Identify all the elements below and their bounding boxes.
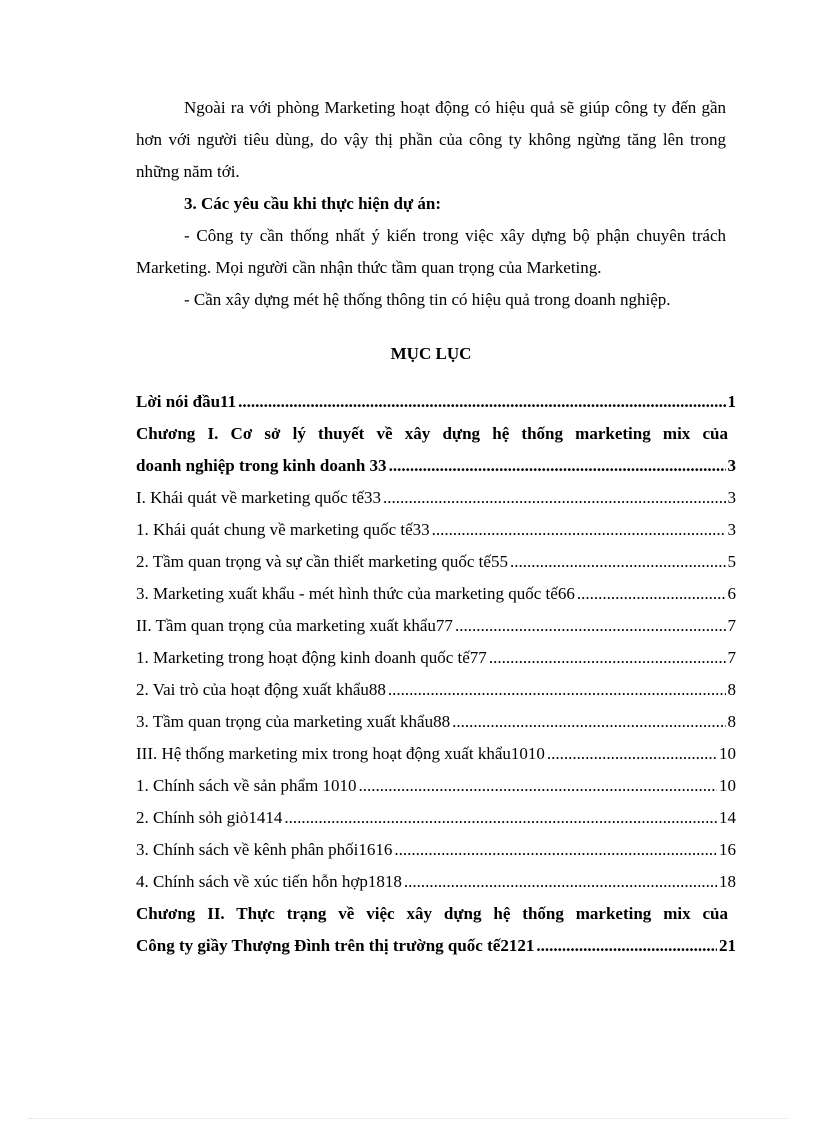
toc-entry[interactable] — [136, 418, 736, 482]
toc-page-number: 6 — [727, 584, 736, 603]
toc-entry-text: 2. Vai trò của hoạt động xuất khẩu88 — [136, 680, 386, 699]
toc-page-number: 3 — [727, 488, 736, 507]
toc-leader — [536, 930, 717, 962]
paragraph-requirement-2: - Cần xây dựng mét hệ thống thông tin có hiệu quả trong doanh nghiệp. — [184, 290, 671, 309]
toc-page-number: 8 — [727, 680, 736, 699]
toc-leader — [238, 386, 725, 418]
toc-leader — [455, 610, 726, 642]
toc-leader — [389, 450, 726, 482]
toc-leader — [383, 482, 725, 514]
toc-entry-text-line1: Chương II. Thực trạng về việc xây dựng hệ thống marketing mix của — [136, 904, 728, 923]
toc-entry[interactable] — [136, 834, 736, 866]
toc-title: MỤC LỤC — [390, 344, 472, 363]
toc-page-number: 1 — [727, 392, 736, 411]
toc-entry-text: 3. Chính sách về kênh phân phối1616 — [136, 840, 393, 859]
page-content — [136, 92, 736, 962]
paragraph-requirement-1: - Công ty cần thống nhất ý kiến trong việc xây dựng bộ phận chuyên trách Marketing. Mọi người cần nhận thức tầm quan trọng của Marketing. — [136, 226, 726, 277]
toc-entry[interactable] — [136, 386, 736, 418]
toc-entry[interactable] — [136, 706, 736, 738]
toc-page-number: 10 — [719, 744, 736, 763]
toc-entry-text: 1. Chính sách về sản phẩm 1010 — [136, 776, 357, 795]
toc-leader — [577, 578, 726, 610]
toc-entry-text: I. Khái quát về marketing quốc tế33 — [136, 488, 382, 507]
toc-leader — [388, 674, 726, 706]
toc-page-number: 7 — [727, 648, 736, 667]
toc-entry[interactable] — [136, 546, 736, 578]
toc-entry-text: doanh nghiệp trong kinh doanh 33 — [136, 456, 387, 475]
toc-page-number: 3 — [727, 520, 736, 539]
footer-divider — [28, 1118, 788, 1119]
toc-entry-text: II. Tầm quan trọng của marketing xuất khẩu77 — [136, 616, 453, 635]
toc-entry[interactable] — [136, 514, 736, 546]
toc-entry-text: 3. Marketing xuất khẩu - mét hình thức của marketing quốc tế66 — [136, 584, 575, 603]
toc-leader — [284, 802, 717, 834]
toc-entry[interactable] — [136, 770, 736, 802]
toc-entry[interactable] — [136, 578, 736, 610]
toc-leader — [547, 738, 717, 770]
toc-leader — [359, 770, 718, 802]
section-heading-requirements: 3. Các yêu cầu khi thực hiện dự án: — [184, 194, 442, 213]
toc-entry[interactable] — [136, 802, 736, 834]
toc-entry-text: Công ty giầy Thượng Đình trên thị trường quốc tế2121 — [136, 936, 535, 955]
toc-leader — [432, 514, 726, 546]
paragraph-marketing-benefit: Ngoài ra với phòng Marketing hoạt động có hiệu quả sẽ giúp công ty đến gần hơn với người tiêu dùng, do vậy thị phần của công ty không ngừng tăng lên trong những năm tới. — [136, 98, 726, 181]
toc-page-number: 5 — [727, 552, 736, 571]
toc-entry[interactable] — [136, 482, 736, 514]
toc-entry-text: 1. Marketing trong hoạt động kinh doanh quốc tế77 — [136, 648, 487, 667]
toc-entry-text: Lời nói đầu11 — [136, 392, 237, 411]
toc-leader — [489, 642, 726, 674]
toc-page-number: 18 — [719, 872, 736, 891]
toc-leader — [452, 706, 725, 738]
table-of-contents — [136, 386, 736, 962]
toc-entry-text-line1: Chương I. Cơ sở lý thuyết về xây dựng hệ thống marketing mix của — [136, 424, 728, 443]
toc-page-number: 10 — [719, 776, 736, 795]
toc-entry-text: 4. Chính sách về xúc tiến hỗn hợp1818 — [136, 872, 402, 891]
toc-entry[interactable] — [136, 610, 736, 642]
toc-entry-text: 3. Tầm quan trọng của marketing xuất khẩu88 — [136, 712, 451, 731]
toc-page-number: 14 — [719, 808, 736, 827]
toc-entry[interactable] — [136, 898, 736, 962]
toc-page-number: 21 — [719, 936, 736, 955]
toc-leader — [404, 866, 717, 898]
toc-entry[interactable] — [136, 674, 736, 706]
toc-leader — [394, 834, 717, 866]
toc-page-number: 3 — [727, 456, 736, 475]
toc-entry-text: 2. Tầm quan trọng và sự cần thiết marketing quốc tế55 — [136, 552, 508, 571]
toc-entry[interactable] — [136, 642, 736, 674]
toc-entry-text: 2. Chính sỏh giỏ1414 — [136, 808, 283, 827]
toc-entry[interactable] — [136, 866, 736, 898]
toc-entry-text: III. Hệ thống marketing mix trong hoạt động xuất khẩu1010 — [136, 744, 545, 763]
toc-page-number: 16 — [719, 840, 736, 859]
toc-leader — [510, 546, 726, 578]
toc-page-number: 7 — [727, 616, 736, 635]
toc-entry[interactable] — [136, 738, 736, 770]
toc-entry-text: 1. Khái quát chung về marketing quốc tế33 — [136, 520, 430, 539]
toc-page-number: 8 — [727, 712, 736, 731]
